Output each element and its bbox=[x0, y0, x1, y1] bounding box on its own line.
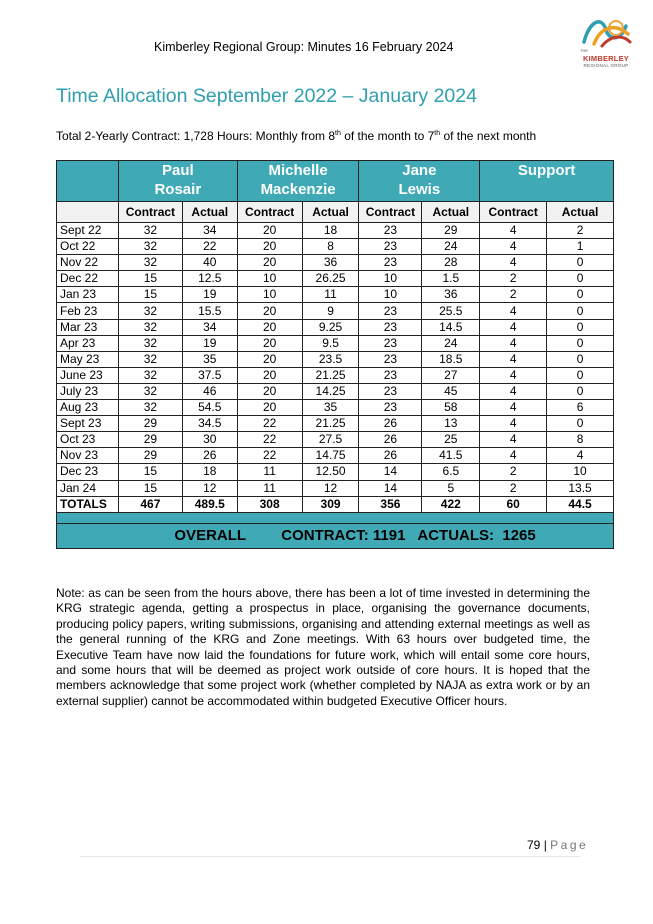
hours-cell: 20 bbox=[237, 351, 302, 367]
hours-cell: 32 bbox=[118, 367, 182, 383]
hours-cell: 23 bbox=[359, 335, 422, 351]
hours-cell: 20 bbox=[237, 367, 302, 383]
hours-cell: 9 bbox=[302, 303, 359, 319]
table-row bbox=[57, 319, 614, 335]
table-row bbox=[57, 432, 614, 448]
month-cell: Dec 23 bbox=[57, 464, 119, 480]
hours-cell: 2 bbox=[480, 480, 547, 496]
column-header: Contract bbox=[480, 202, 547, 223]
hours-cell: 11 bbox=[302, 287, 359, 303]
hours-cell: 27 bbox=[422, 367, 480, 383]
group-name-line2: Lewis bbox=[398, 181, 441, 198]
logo-swirl-icon bbox=[576, 12, 636, 52]
page-number: 79 | Page bbox=[527, 838, 589, 852]
hours-cell: 46 bbox=[182, 383, 237, 399]
hours-cell: 37.5 bbox=[182, 367, 237, 383]
month-cell: Sept 23 bbox=[57, 416, 119, 432]
table-row bbox=[57, 303, 614, 319]
overall-row bbox=[57, 523, 614, 548]
month-cell: Aug 23 bbox=[57, 400, 119, 416]
hours-cell: 24 bbox=[422, 335, 480, 351]
hours-cell: 14.5 bbox=[422, 319, 480, 335]
hours-cell: 2 bbox=[547, 223, 614, 239]
hours-cell: 34 bbox=[182, 223, 237, 239]
hours-cell: 4 bbox=[480, 383, 547, 399]
month-cell: Nov 23 bbox=[57, 448, 119, 464]
hours-cell: 14 bbox=[359, 480, 422, 496]
contract-summary: Total 2-Yearly Contract: 1,728 Hours: Monthly from 8th of the month to 7th of the next month bbox=[56, 129, 537, 143]
group-header bbox=[237, 161, 359, 202]
hours-cell: 23 bbox=[359, 367, 422, 383]
hours-cell: 32 bbox=[118, 239, 182, 255]
hours-cell: 23 bbox=[359, 351, 422, 367]
hours-cell: 4 bbox=[480, 351, 547, 367]
hours-cell: 5 bbox=[422, 480, 480, 496]
hours-cell: 23.5 bbox=[302, 351, 359, 367]
hours-cell: 29 bbox=[118, 448, 182, 464]
hours-cell: 20 bbox=[237, 239, 302, 255]
hours-cell: 2 bbox=[480, 287, 547, 303]
table-row bbox=[57, 335, 614, 351]
hours-cell: 12 bbox=[302, 480, 359, 496]
hours-cell: 26 bbox=[359, 416, 422, 432]
hours-cell: 22 bbox=[237, 416, 302, 432]
hours-cell: 45 bbox=[422, 383, 480, 399]
month-cell: Sept 22 bbox=[57, 223, 119, 239]
hours-cell: 23 bbox=[359, 239, 422, 255]
hours-cell: 34.5 bbox=[182, 416, 237, 432]
hours-cell: 0 bbox=[547, 319, 614, 335]
hours-cell: 4 bbox=[480, 416, 547, 432]
hours-cell: 18 bbox=[302, 223, 359, 239]
hours-cell: 36 bbox=[302, 255, 359, 271]
month-cell: Dec 22 bbox=[57, 271, 119, 287]
group-name-line2: Mackenzie bbox=[260, 181, 336, 198]
hours-cell: 25 bbox=[422, 432, 480, 448]
total-cell: 489.5 bbox=[182, 496, 237, 512]
hours-cell: 20 bbox=[237, 223, 302, 239]
group-name-line1: Jane bbox=[402, 162, 437, 179]
hours-cell: 23 bbox=[359, 319, 422, 335]
hours-cell: 13.5 bbox=[547, 480, 614, 496]
hours-cell: 0 bbox=[547, 416, 614, 432]
group-name-line2: Rosair bbox=[154, 181, 202, 198]
month-cell: July 23 bbox=[57, 383, 119, 399]
hours-cell: 9.25 bbox=[302, 319, 359, 335]
hours-cell: 18 bbox=[182, 464, 237, 480]
group-header bbox=[359, 161, 480, 202]
total-cell: 309 bbox=[302, 496, 359, 512]
hours-cell: 21.25 bbox=[302, 416, 359, 432]
hours-cell: 4 bbox=[480, 367, 547, 383]
hours-cell: 28 bbox=[422, 255, 480, 271]
hours-cell: 10 bbox=[237, 271, 302, 287]
group-header bbox=[480, 161, 614, 202]
hours-cell: 6.5 bbox=[422, 464, 480, 480]
hours-cell: 24 bbox=[422, 239, 480, 255]
hours-cell: 32 bbox=[118, 400, 182, 416]
time-allocation-table bbox=[56, 160, 614, 549]
total-cell: 422 bbox=[422, 496, 480, 512]
hours-cell: 4 bbox=[480, 432, 547, 448]
table-row bbox=[57, 383, 614, 399]
month-cell: Oct 22 bbox=[57, 239, 119, 255]
hours-cell: 23 bbox=[359, 303, 422, 319]
hours-cell: 4 bbox=[480, 239, 547, 255]
hours-cell: 14.75 bbox=[302, 448, 359, 464]
table-row bbox=[57, 480, 614, 496]
table-row bbox=[57, 448, 614, 464]
hours-cell: 19 bbox=[182, 287, 237, 303]
hours-cell: 4 bbox=[547, 448, 614, 464]
hours-cell: 26 bbox=[359, 432, 422, 448]
corner-cell bbox=[57, 202, 119, 223]
hours-cell: 22 bbox=[182, 239, 237, 255]
hours-cell: 0 bbox=[547, 287, 614, 303]
column-header: Contract bbox=[237, 202, 302, 223]
hours-cell: 0 bbox=[547, 303, 614, 319]
footer-divider bbox=[80, 856, 580, 857]
note-paragraph: Note: as can be seen from the hours above, there has been a lot of time invested in determining the KRG strategic agenda, getting a prospectus in place, organising the governance documents, producing policy papers, writing submissions, organising and attending external meetings as well as the general running of the KRG and Zone meetings. With 63 hours over budgeted time, the Executive Team have now laid the foundations for future work, which will entail some core hours, and some hours that will be deemed as project work outside of core hours. It is hoped that the members acknowledge that some project work (whether completed by NAJA as extra work or by an external supplier) cannot be accommodated within budgeted Executive Officer hours. bbox=[56, 586, 590, 708]
corner-cell bbox=[57, 161, 119, 202]
hours-cell: 1.5 bbox=[422, 271, 480, 287]
hours-cell: 21.25 bbox=[302, 367, 359, 383]
hours-cell: 32 bbox=[118, 335, 182, 351]
hours-cell: 32 bbox=[118, 303, 182, 319]
hours-cell: 29 bbox=[118, 416, 182, 432]
month-cell: June 23 bbox=[57, 367, 119, 383]
hours-cell: 13 bbox=[422, 416, 480, 432]
hours-cell: 4 bbox=[480, 255, 547, 271]
hours-cell: 20 bbox=[237, 303, 302, 319]
group-name-line1: Paul bbox=[161, 162, 194, 179]
hours-cell: 12 bbox=[182, 480, 237, 496]
table-row bbox=[57, 351, 614, 367]
column-header: Actual bbox=[302, 202, 359, 223]
month-cell: Feb 23 bbox=[57, 303, 119, 319]
hours-cell: 23 bbox=[359, 400, 422, 416]
subheader-row bbox=[57, 202, 614, 223]
hours-cell: 32 bbox=[118, 255, 182, 271]
hours-cell: 4 bbox=[480, 223, 547, 239]
overall-spacer bbox=[57, 512, 614, 523]
hours-cell: 14 bbox=[359, 464, 422, 480]
table-row bbox=[57, 367, 614, 383]
hours-cell: 23 bbox=[359, 223, 422, 239]
table-row bbox=[57, 464, 614, 480]
hours-cell: 15 bbox=[118, 480, 182, 496]
hours-cell: 11 bbox=[237, 480, 302, 496]
hours-cell: 23 bbox=[359, 383, 422, 399]
hours-cell: 26 bbox=[359, 448, 422, 464]
hours-cell: 29 bbox=[422, 223, 480, 239]
hours-cell: 8 bbox=[302, 239, 359, 255]
overall-label: OVERALL bbox=[174, 527, 247, 545]
total-cell: 60 bbox=[480, 496, 547, 512]
table-row bbox=[57, 400, 614, 416]
hours-cell: 20 bbox=[237, 383, 302, 399]
logo-subword: REGIONAL GROUP bbox=[583, 63, 629, 68]
hours-cell: 35 bbox=[302, 400, 359, 416]
hours-cell: 25.5 bbox=[422, 303, 480, 319]
hours-cell: 15 bbox=[118, 464, 182, 480]
hours-cell: 19 bbox=[182, 335, 237, 351]
hours-cell: 15 bbox=[118, 287, 182, 303]
logo-the: THE bbox=[580, 48, 588, 53]
hours-cell: 0 bbox=[547, 383, 614, 399]
overall-summary: CONTRACT: 1191 ACTUALS: 1265 bbox=[281, 527, 536, 545]
hours-cell: 1 bbox=[547, 239, 614, 255]
hours-cell: 22 bbox=[237, 448, 302, 464]
hours-cell: 26.25 bbox=[302, 271, 359, 287]
hours-cell: 26 bbox=[182, 448, 237, 464]
hours-cell: 12.50 bbox=[302, 464, 359, 480]
hours-cell: 10 bbox=[359, 287, 422, 303]
hours-cell: 32 bbox=[118, 223, 182, 239]
column-header: Actual bbox=[547, 202, 614, 223]
hours-cell: 54.5 bbox=[182, 400, 237, 416]
group-name-line1: Michelle bbox=[268, 162, 328, 179]
hours-cell: 4 bbox=[480, 319, 547, 335]
month-cell: Mar 23 bbox=[57, 319, 119, 335]
section-title: Time Allocation September 2022 – January 2024 bbox=[56, 85, 477, 107]
column-header: Contract bbox=[359, 202, 422, 223]
hours-cell: 6 bbox=[547, 400, 614, 416]
hours-cell: 36 bbox=[422, 287, 480, 303]
hours-cell: 32 bbox=[118, 351, 182, 367]
hours-cell: 4 bbox=[480, 303, 547, 319]
hours-cell: 9.5 bbox=[302, 335, 359, 351]
hours-cell: 14.25 bbox=[302, 383, 359, 399]
hours-cell: 32 bbox=[118, 383, 182, 399]
table-row bbox=[57, 239, 614, 255]
total-cell: 467 bbox=[118, 496, 182, 512]
hours-cell: 32 bbox=[118, 319, 182, 335]
hours-cell: 35 bbox=[182, 351, 237, 367]
month-cell: May 23 bbox=[57, 351, 119, 367]
hours-cell: 8 bbox=[547, 432, 614, 448]
page-header: Kimberley Regional Group: Minutes 16 February 2024 bbox=[154, 40, 454, 54]
hours-cell: 4 bbox=[480, 335, 547, 351]
hours-cell: 0 bbox=[547, 271, 614, 287]
column-header: Contract bbox=[118, 202, 182, 223]
hours-cell: 0 bbox=[547, 255, 614, 271]
totals-row bbox=[57, 496, 614, 512]
total-cell: 44.5 bbox=[547, 496, 614, 512]
hours-cell: 20 bbox=[237, 255, 302, 271]
hours-cell: 58 bbox=[422, 400, 480, 416]
logo-word: KIMBERLEY bbox=[583, 54, 629, 63]
month-cell: Jan 24 bbox=[57, 480, 119, 496]
column-header: Actual bbox=[182, 202, 237, 223]
hours-cell: 12.5 bbox=[182, 271, 237, 287]
totals-label: TOTALS bbox=[57, 496, 119, 512]
hours-cell: 40 bbox=[182, 255, 237, 271]
hours-cell: 0 bbox=[547, 351, 614, 367]
hours-cell: 30 bbox=[182, 432, 237, 448]
kimberley-logo bbox=[576, 12, 636, 76]
group-header bbox=[118, 161, 237, 202]
hours-cell: 41.5 bbox=[422, 448, 480, 464]
hours-cell: 4 bbox=[480, 448, 547, 464]
table-row bbox=[57, 255, 614, 271]
month-cell: Apr 23 bbox=[57, 335, 119, 351]
hours-cell: 4 bbox=[480, 400, 547, 416]
hours-cell: 10 bbox=[359, 271, 422, 287]
hours-cell: 34 bbox=[182, 319, 237, 335]
table-row bbox=[57, 271, 614, 287]
table-row bbox=[57, 223, 614, 239]
hours-cell: 29 bbox=[118, 432, 182, 448]
hours-cell: 11 bbox=[237, 464, 302, 480]
hours-cell: 0 bbox=[547, 367, 614, 383]
hours-cell: 23 bbox=[359, 255, 422, 271]
hours-cell: 18.5 bbox=[422, 351, 480, 367]
hours-cell: 20 bbox=[237, 319, 302, 335]
group-name-line1: Support bbox=[517, 162, 576, 179]
table-row bbox=[57, 287, 614, 303]
hours-cell: 20 bbox=[237, 335, 302, 351]
total-cell: 356 bbox=[359, 496, 422, 512]
column-header: Actual bbox=[422, 202, 480, 223]
hours-cell: 22 bbox=[237, 432, 302, 448]
hours-cell: 15.5 bbox=[182, 303, 237, 319]
month-cell: Nov 22 bbox=[57, 255, 119, 271]
total-cell: 308 bbox=[237, 496, 302, 512]
hours-cell: 27.5 bbox=[302, 432, 359, 448]
hours-cell: 2 bbox=[480, 464, 547, 480]
table-row bbox=[57, 416, 614, 432]
hours-cell: 10 bbox=[547, 464, 614, 480]
month-cell: Jan 23 bbox=[57, 287, 119, 303]
hours-cell: 15 bbox=[118, 271, 182, 287]
hours-cell: 20 bbox=[237, 400, 302, 416]
month-cell: Oct 23 bbox=[57, 432, 119, 448]
hours-cell: 2 bbox=[480, 271, 547, 287]
hours-cell: 0 bbox=[547, 335, 614, 351]
group-header-row bbox=[57, 161, 614, 202]
hours-cell: 10 bbox=[237, 287, 302, 303]
